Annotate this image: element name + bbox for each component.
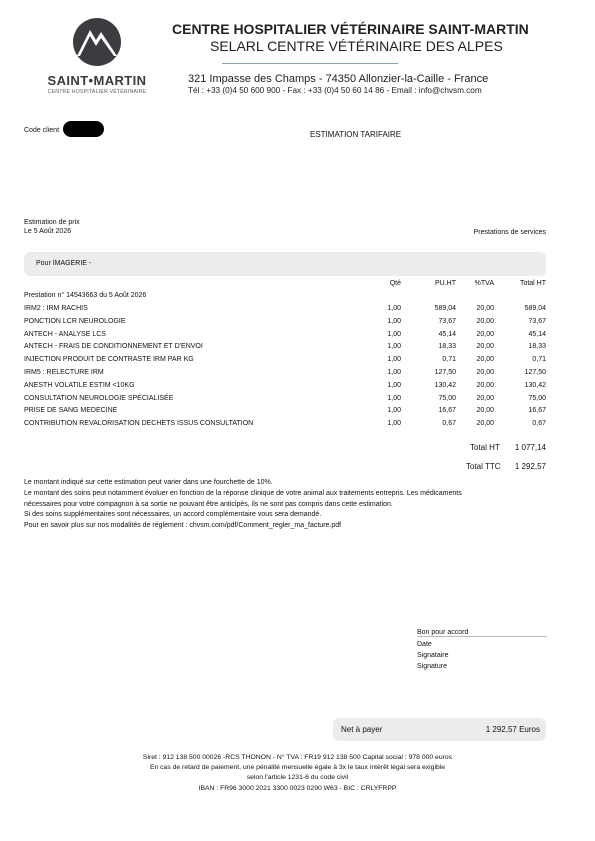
signature-divider	[417, 636, 547, 637]
clinic-contact: Tél : +33 (0)4 50 600 900 - Fax : +33 (0)4 50 60 14 86 - Email : info@chvsm.com	[188, 86, 482, 95]
footer-iban: IBAN : FR96 3000 2021 3300 0023 0290 W63 - BIC : CRLYFRPP	[198, 785, 397, 792]
row-unit-price: 0,67	[442, 420, 456, 428]
header-qte: Qté	[389, 280, 401, 287]
row-vat: 20,00	[476, 343, 494, 351]
row-vat: 20,00	[476, 407, 494, 415]
section-bar	[24, 252, 546, 276]
table-row	[24, 418, 546, 431]
clinic-title: CENTRE HOSPITALIER VÉTÉRINAIRE SAINT-MARTIN	[172, 21, 529, 37]
total-ttc-value: 1 292,57	[514, 462, 546, 471]
row-qte: 1,00	[387, 343, 401, 351]
row-vat: 20,00	[476, 381, 494, 389]
header-tva: %TVA	[474, 280, 494, 287]
note-line: Le montant indiqué sur cette estimation peut varier dans une fourchette de 10%.	[24, 479, 273, 486]
row-qte: 1,00	[387, 381, 401, 389]
row-qte: 1,00	[387, 317, 401, 325]
row-label: PONCTION LCR NEUROLOGIE	[24, 317, 126, 325]
row-unit-price: 0,71	[442, 356, 456, 364]
clinic-subtitle: SELARL CENTRE VÉTÉRINAIRE DES ALPES	[210, 38, 503, 54]
row-unit-price: 16,67	[438, 407, 456, 415]
row-vat: 20,00	[476, 330, 494, 338]
row-total: 73,67	[528, 317, 546, 325]
row-total: 130,42	[524, 381, 546, 389]
row-vat: 20,00	[476, 356, 494, 364]
document-title: ESTIMATION TARIFAIRE	[310, 130, 402, 139]
row-label: INJECTION PRODUIT DE CONTRASTE IRM PAR KG	[24, 356, 194, 364]
footer-legal: Siret : 912 138 500 00026 -RCS THONON - N° TVA : FR19 912 138 500 Capital social : 978 000 euros	[142, 754, 453, 761]
row-qte: 1,00	[387, 420, 401, 428]
row-vat: 20,00	[476, 394, 494, 402]
row-qte: 1,00	[387, 330, 401, 338]
clinic-logo	[40, 18, 154, 102]
row-label: ANTECH - FRAIS DE CONDITIONNEMENT ET D'ENVOI	[24, 343, 203, 351]
service-category: Prestations de services	[473, 229, 546, 236]
header-pu: PU.HT	[435, 280, 456, 287]
net-payable-box	[333, 718, 546, 741]
net-payable-value: 1 292,57 Euros	[485, 725, 540, 734]
table-row	[24, 405, 546, 418]
footer-article: selon l'article 1231-6 du code civil	[246, 774, 349, 781]
row-label: ANESTH VOLATILE ESTIM <10KG	[24, 381, 135, 389]
row-qte: 1,00	[387, 369, 401, 376]
signature-title: Bon pour accord	[417, 629, 469, 636]
table-row	[24, 303, 546, 316]
row-qte: 1,00	[387, 356, 401, 364]
row-unit-price: 130,42	[434, 381, 456, 389]
payment-info-link[interactable]: Pour en savoir plus sur nos modalités de réglement : chvsm.com/pdf/Comment_regler_ma_facture.pdf	[24, 522, 342, 529]
table-row	[24, 316, 546, 329]
row-qte: 1,00	[387, 305, 401, 312]
row-total: 127,50	[524, 369, 546, 376]
row-label: IRM5 : RELECTURE IRM	[24, 369, 104, 376]
client-code-label: Code client	[24, 127, 60, 134]
row-qte: 1,00	[387, 407, 401, 415]
mountain-logo-icon	[40, 18, 154, 68]
row-total: 18,33	[528, 343, 546, 351]
document-date: Le 5 Août 2026	[24, 228, 72, 235]
header-divider	[222, 63, 398, 64]
row-label: PRISE DE SANG MEDECINE	[24, 407, 118, 415]
row-vat: 20,00	[476, 369, 494, 376]
row-vat: 20,00	[476, 317, 494, 325]
table-row	[24, 341, 546, 354]
note-line: Le montant des soins peut notamment évoluer en fonction de la réponse clinique de votre animal aux traitements entrepris. Les médicaments	[24, 490, 462, 497]
row-unit-price: 589,04	[434, 305, 456, 312]
row-unit-price: 18,33	[438, 343, 456, 351]
row-total: 589,04	[524, 305, 546, 312]
signature-date-label: Date	[417, 641, 432, 648]
row-label: CONSULTATION NEUROLOGIE SPÉCIALISÉE	[24, 394, 174, 402]
net-payable-label: Net à payer	[341, 725, 383, 734]
header-total: Total HT	[519, 280, 546, 287]
section-title: Pour IMAGERIE -	[36, 260, 92, 267]
row-qte: 1,00	[387, 394, 401, 402]
prestation-number: Prestation n° 14543663 du 5 Août 2026	[24, 292, 147, 299]
row-vat: 20,00	[476, 305, 494, 312]
note-line: Si des soins supplémentaires sont nécessaires, un accord complémentaire vous sera demandé.	[24, 511, 322, 518]
table-row	[24, 380, 546, 393]
row-label: IRM2 : IRM RACHIS	[24, 305, 88, 312]
row-vat: 20,00	[476, 420, 494, 428]
estimate-label: Estimation de prix	[24, 219, 80, 226]
row-label: ANTECH - ANALYSE LCS	[24, 330, 106, 338]
row-total: 16,67	[528, 407, 546, 415]
table-header	[24, 278, 546, 291]
row-total: 0,67	[532, 420, 546, 428]
row-unit-price: 127,50	[434, 369, 456, 376]
logo-name: SAINT•MARTIN	[47, 73, 147, 88]
total-ttc-label: Total TTC	[466, 462, 501, 471]
redacted-client-code	[63, 121, 104, 137]
table-row	[24, 367, 546, 380]
table-row	[24, 393, 546, 406]
table-row	[24, 354, 546, 367]
clinic-address: 321 Impasse des Champs - 74350 Allonzier-la-Caille - France	[188, 73, 489, 85]
total-ht-label: Total HT	[470, 443, 500, 452]
footer-penalty: En cas de retard de paiement, une pénalité mensuelle égale à 3x le taux intérêt légal sera exigible	[149, 764, 446, 771]
logo-subtitle: CENTRE HOSPITALIER VÉTÉRINAIRE	[47, 89, 147, 95]
row-unit-price: 73,67	[438, 317, 456, 325]
row-label: CONTRIBUTION REVALORISATION DECHETS ISSUS CONSULTATION	[24, 420, 254, 428]
signatory-label: Signataire	[417, 652, 449, 659]
row-total: 75,00	[528, 394, 546, 402]
signature-label: Signature	[417, 663, 447, 670]
table-row	[24, 329, 546, 342]
row-unit-price: 75,00	[438, 394, 456, 402]
row-total: 0,71	[532, 356, 546, 364]
total-ht-value: 1 077,14	[514, 443, 546, 452]
row-unit-price: 45,14	[438, 330, 456, 338]
row-total: 45,14	[528, 330, 546, 338]
note-line: nécessaires pour votre compagnon à sa sortie ne pouvant être anticipés, ils ne sont pas compris dans cette estimation.	[24, 501, 393, 508]
